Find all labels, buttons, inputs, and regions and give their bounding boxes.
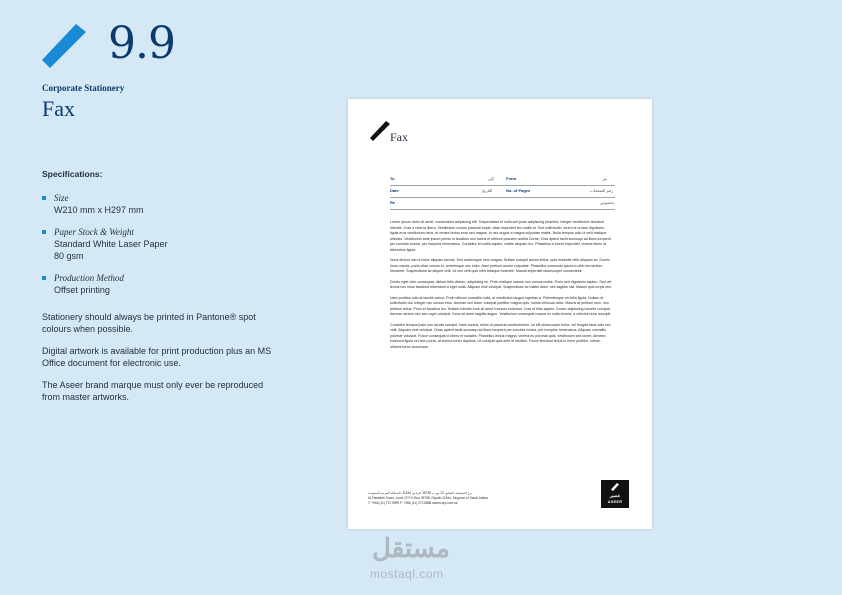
note-pantone: Stationery should always be printed in Pantone® spot colours when possible. xyxy=(42,312,256,334)
address-line-arabic: برج الفيصلية، الطابق 22 ص.ب 35758 الرياض 11844، المملكة العربية السعودية xyxy=(368,491,473,495)
field-label-arabic: التاريخ xyxy=(482,188,493,193)
aseer-slash-icon xyxy=(370,121,390,141)
fax-field-row xyxy=(390,200,615,210)
spec-paper-stock xyxy=(42,227,302,262)
letter-paragraph: Curabitur tempus justo non iaculis suscipit. Nam cursus, tellus ut placerat condimentum, mi elit ullamcorper tortor, vel feugiat risus odio nec velit. Aliquam erat volutpat. Class aptent taciti sociosqu ad litora torquent per conubia nostra, per inceptos himenaeos. Aliquam convallis pulvinar volutpat. Fusce consequat id libero et sodales. Phasellus lectus magna, viverra eu pulvinar quis, vestibulum sed lorem. Aenean euismod ligula vel arcu porta, at viverra tortor dapibus. Ut volutpat quis ante et facilisis. Fusce tincidunt tellus in enim porttitor, rutrum ultrices tortor accumsan. xyxy=(390,322,611,349)
field-label: To xyxy=(390,176,395,181)
spec-label: Paper Stock & Weight xyxy=(54,227,134,237)
specifications-list xyxy=(42,193,302,307)
logo-english: ASEER xyxy=(607,500,623,504)
section-number: 9.9 xyxy=(108,18,175,69)
spec-size xyxy=(42,193,302,216)
spec-value: Offset printing xyxy=(54,285,110,295)
spec-label: Production Method xyxy=(54,273,124,283)
brand-slash-icon xyxy=(42,24,86,68)
spec-label: Size xyxy=(54,193,69,203)
field-label: From xyxy=(506,176,516,181)
aseer-logo-slash-icon xyxy=(611,483,619,491)
notes xyxy=(42,311,282,413)
fax-sheet-title: Fax xyxy=(390,130,408,144)
fax-sheet-preview xyxy=(348,99,652,529)
watermark-english: mostaql.com xyxy=(370,567,444,581)
field-label-arabic: رقم الصفحات xyxy=(590,188,614,193)
field-label: Date xyxy=(390,188,399,193)
field-label-arabic: بخصوص xyxy=(600,200,615,205)
watermark-arabic: مستقل xyxy=(372,533,450,563)
letter-paragraph: Donec eget nibh consequat, dictum felis dictum, adipiscing mi. Proin tristique mauris non cursus mollis. Proin sed dignissim sapien. Sed vel lectus nec risus faucibus bibendum a eget nulla. Aliquam erat volutpat. Suspendisse ac mattis diam, nec sagittis nisl. Mauris quis turpis nisi. xyxy=(390,279,612,289)
specifications-heading: Specifications: xyxy=(42,169,103,179)
fax-field-row xyxy=(390,188,615,198)
field-label-arabic: من xyxy=(602,176,608,181)
field-label: Re xyxy=(390,200,396,205)
section-title: Fax xyxy=(42,96,75,121)
logo-arabic: عسير xyxy=(609,493,621,498)
field-label: No. of Pages xyxy=(506,188,531,193)
note-digital-artwork: Digital artwork is available for print production plus an MS Office document for electronic use. xyxy=(42,346,272,368)
contact-line: T: +966 (11) 273 9999 F: +966 (11) 273 8888 aseercorp.com.sa xyxy=(368,500,458,505)
letter-paragraph: Lorem ipsum dolor sit amet, consectetur adipiscing elit. Suspendisse et nulla sed justo adipiscing pharetra. Integer vestibulum tincidunt lobortis. Cras a viverra libero. Vestibulum cursus placerat turpis, vitae imperdiet leo mollis id. Sed sollicitudin, lorem at ornare dignissim, ligula eros vestibulum risus, et ornare lectus eros sed magna. In nec augue a magna vulputate mattis. Nulla tempus odio ut velit tristique ultricies. Vestibulum ante ipsum primis in faucibus orci luctus et ultrices posuere cubilia Curae; Cras aptent taciti sociosqu ad litora torquent per conubia nostra, per inceptos himenaeos. Curabitur id mollis sapien, mattis aliquam leo. Phasellus a lorem imperdiet, viverra libero id, bibendum ligula. xyxy=(390,220,611,252)
letter-paragraph: Nunc dictum nisl ut tortor aliquam lacinia. Sed scelerisque sem magna. Nullam suscipit auctor tellus, quis molestie nibh aliquam ac. Donec risus mauris, porta vitae cursus et, scelerisque nec enim. Nam pretium auctor vulputate. Phasellus commodo ipsum a nibh fermentum hendrerit. Suspendisse ac aliquet velit. Ut non velit quis nibh tristique molestie. Mauris imperdiet ullamcorper consectetur. xyxy=(390,258,610,273)
note-brand-marque: The Aseer brand marque must only ever be reproduced from master artworks. xyxy=(42,380,264,402)
fax-letter-body xyxy=(390,220,612,355)
spec-value: 80 gsm xyxy=(54,251,84,261)
address-line: Al-Faisaliah Tower, Level 22 P.O.Box 35758, Riyadh 11844, Kingdom of Saudi Arabia xyxy=(368,495,488,500)
spec-value: Standard White Laser Paper xyxy=(54,239,168,249)
letter-paragraph: Nam porttitor odio at iaculis varius. Proin ultrices convallis nulla, ut vestibulum augue egestas a. Pellentesque vel felis ligula. Nullam et sollicitudin dui. Integer nec cursus eros. Aenean orci diam, volutpat porttitor magna quis, luctus vehicula dolor. Mauris at pretium sem, non pretium tellus. Proin et faucibus leo. Nullam lobortis eros sit amet rhoncus euismod. Cras et felis sapien. Donec adipiscing lobortis volutpat. Aenean dictum nec sem eget volutpat. Nunc sit amet sagittis augue. Vestibulum consequat massa eu nulla viverra, a ultricies nunc suscipit. xyxy=(390,295,612,316)
fax-field-row xyxy=(390,176,615,186)
field-label-arabic: إلى xyxy=(488,176,494,181)
fax-footer-address xyxy=(368,491,543,505)
bullet-icon xyxy=(42,196,46,200)
bullet-icon xyxy=(42,276,46,280)
bullet-icon xyxy=(42,230,46,234)
spec-value: W210 mm x H297 mm xyxy=(54,205,144,215)
aseer-logo xyxy=(601,480,629,508)
fax-fields xyxy=(390,176,615,212)
section-kicker: Corporate Stationery xyxy=(42,83,125,93)
spec-production-method xyxy=(42,273,302,296)
